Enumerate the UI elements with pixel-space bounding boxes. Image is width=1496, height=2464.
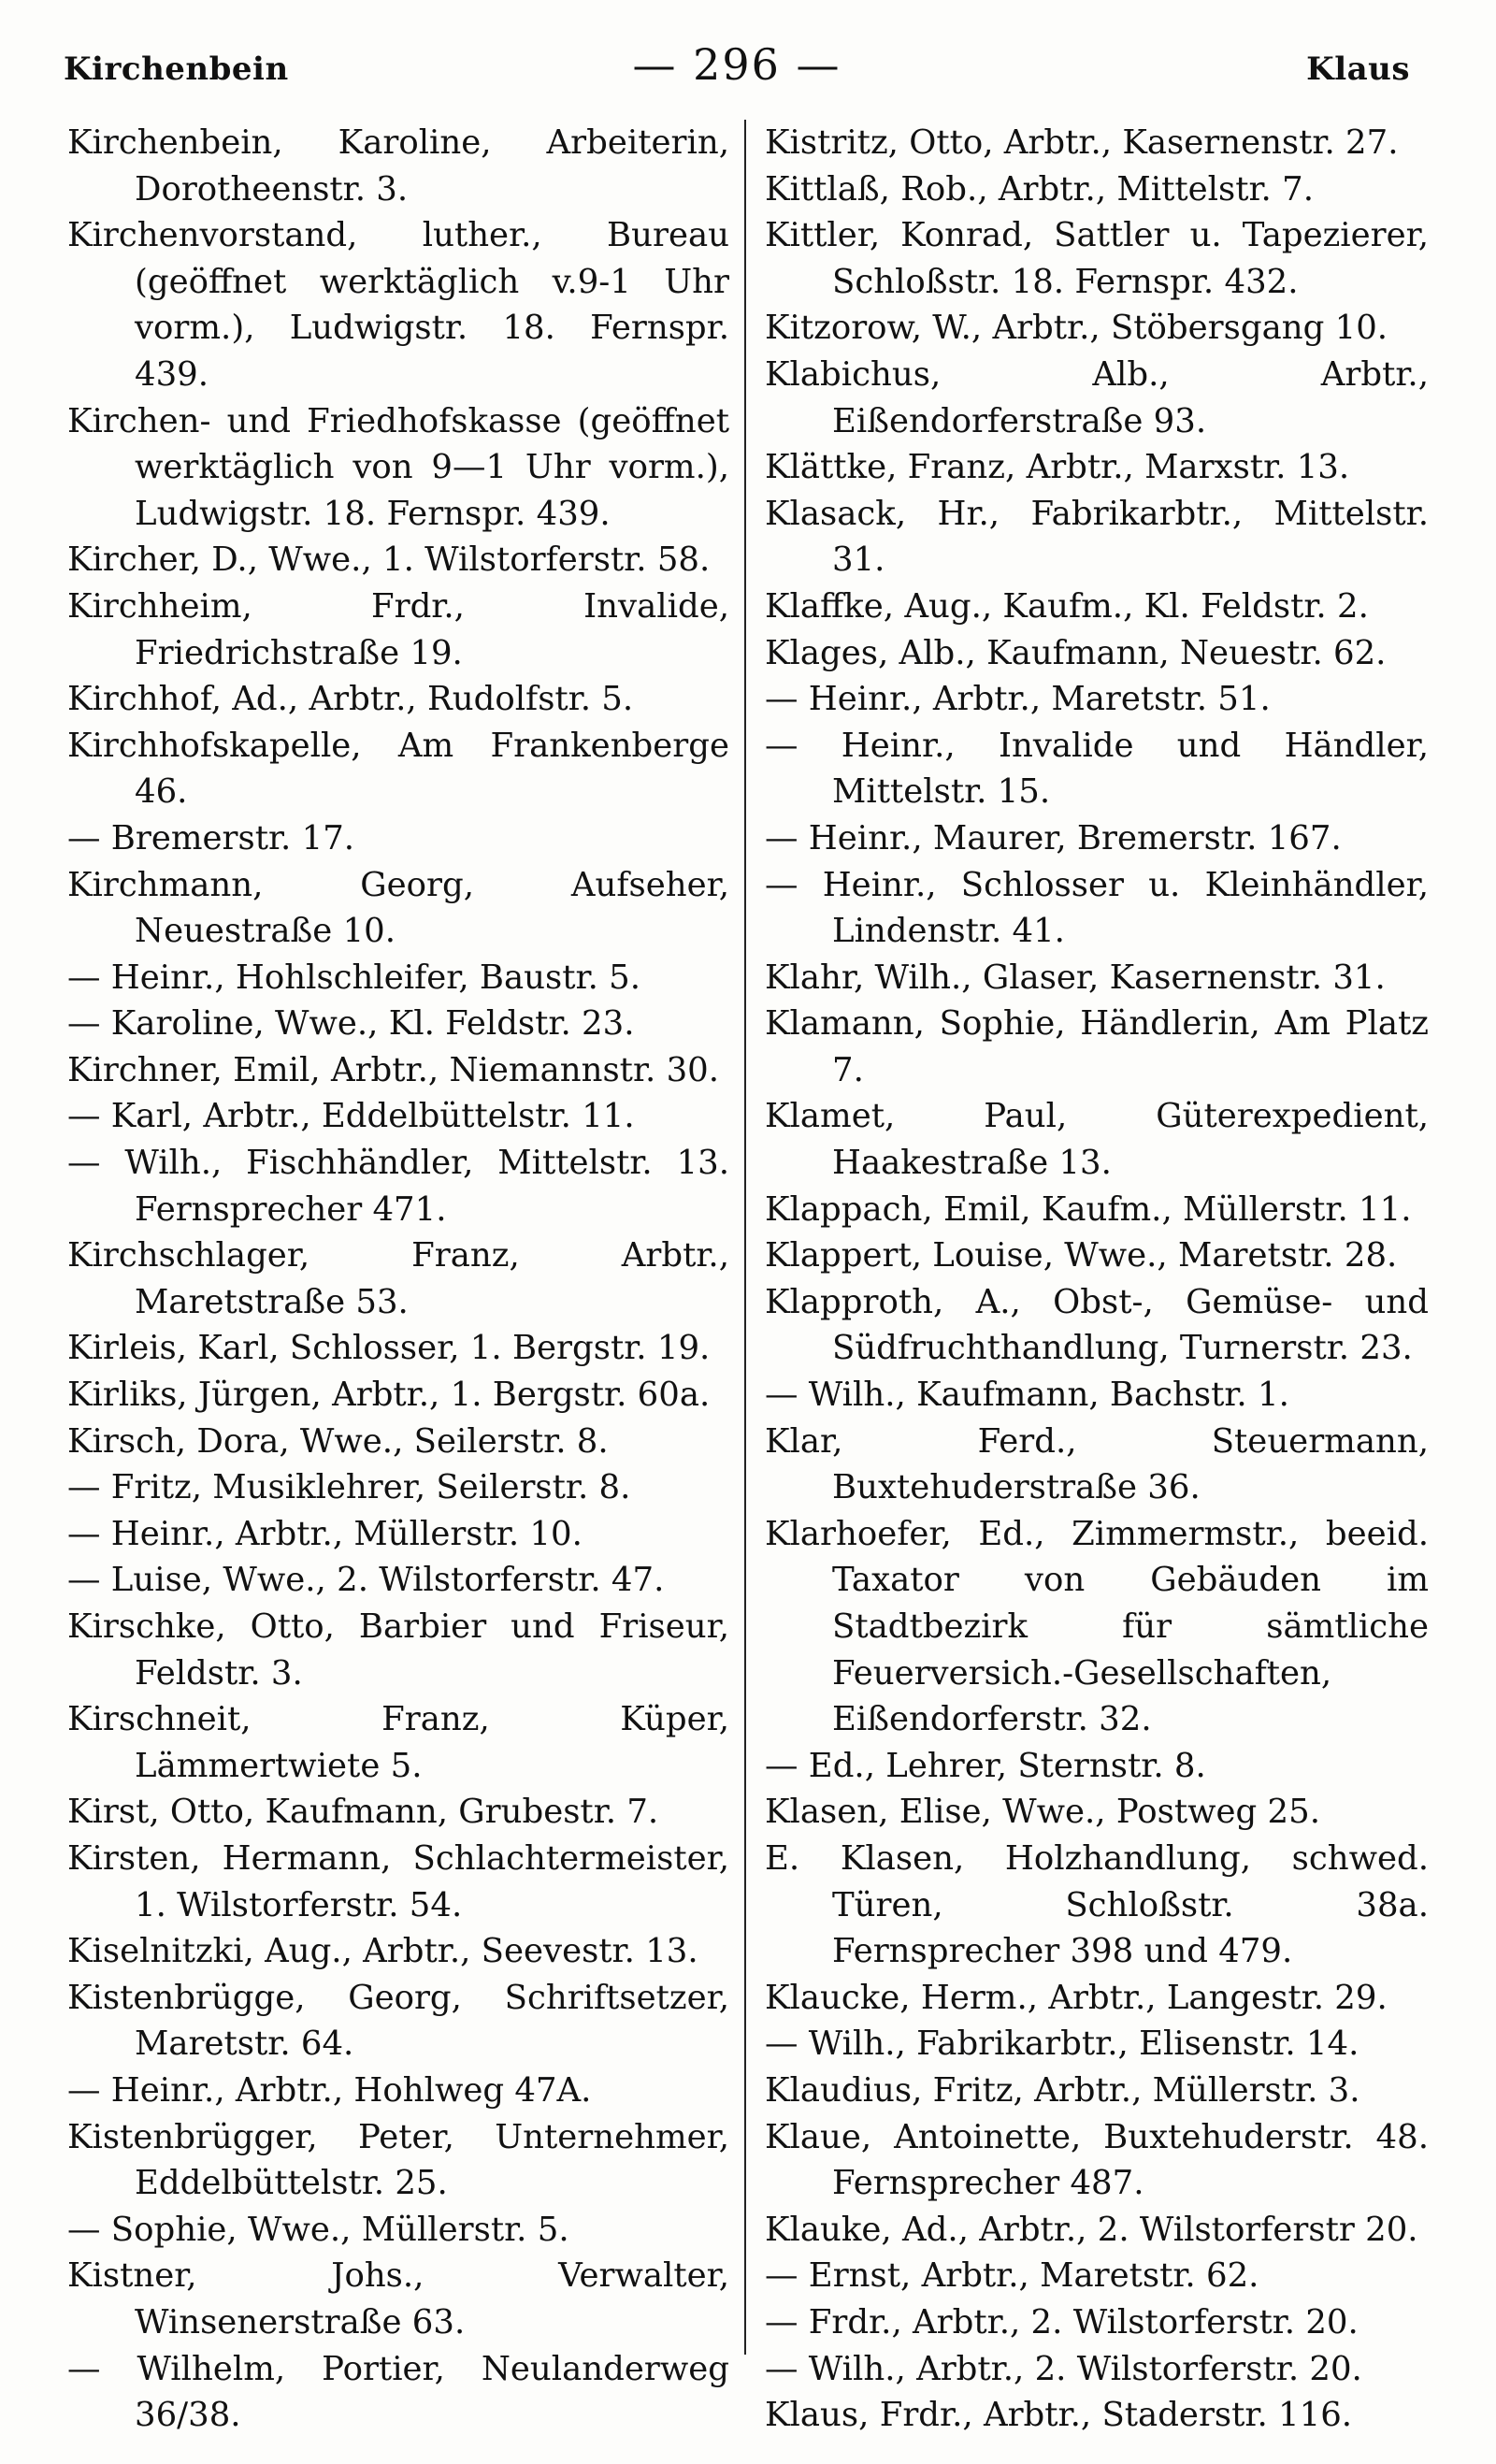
directory-entry: — Wilh., Arbtr., 2. Wilstorferstr. 20. <box>765 2349 1362 2388</box>
directory-entry: Klauke, Ad., Arbtr., 2. Wilstorferstr 20. <box>765 2210 1418 2249</box>
directory-entry: — Heinr., Invalide und Händler, Mittelstr. 15. <box>765 726 1429 812</box>
directory-entry: Klarhoefer, Ed., Zimmermstr., beeid. Taxator von Gebäuden im Stadtbezirk für sämtliche Feuerversich.-Gesellschaften, Eißendorferstr. 32. <box>765 1514 1429 1739</box>
directory-entry: Kirschneit, Franz, Küper, Lämmertwiete 5. <box>67 1700 729 1785</box>
directory-entry: Kirchheim, Frdr., Invalide, Friedrichstraße 19. <box>67 586 729 672</box>
header-first-entry: Kirchenbein <box>64 50 289 88</box>
directory-entry: Klabichus, Alb., Arbtr., Eißendorferstraße 93. <box>765 354 1429 440</box>
directory-entry: Kitzorow, W., Arbtr., Stöbersgang 10. <box>765 309 1388 348</box>
directory-entry: Kistner, Johs., Verwalter, Winsenerstraße 63. <box>67 2256 729 2342</box>
directory-entry: Klasen, Elise, Wwe., Postweg 25. <box>765 1793 1321 1832</box>
directory-entry: Klar, Ferd., Steuermann, Buxtehuderstraße 36. <box>765 1421 1429 1507</box>
directory-entry: — Luise, Wwe., 2. Wilstorferstr. 47. <box>67 1561 665 1600</box>
directory-entry: — Wilh., Fischhändler, Mittelstr. 13. Fernsprecher 471. <box>67 1144 729 1229</box>
directory-entry: Kirschke, Otto, Barbier und Friseur, Feldstr. 3. <box>67 1607 729 1693</box>
directory-entry: Kirst, Otto, Kaufmann, Grubestr. 7. <box>67 1793 659 1832</box>
directory-entry: — Sophie, Wwe., Müllerstr. 5. <box>67 2210 569 2249</box>
directory-entry: Klahr, Wilh., Glaser, Kasernenstr. 31. <box>765 958 1386 997</box>
directory-entry: Klaudius, Fritz, Arbtr., Müllerstr. 3. <box>765 2070 1360 2110</box>
column-divider <box>744 120 746 2355</box>
directory-entry: — Wilh., Kaufmann, Bachstr. 1. <box>765 1376 1289 1415</box>
directory-entry: Klaucke, Herm., Arbtr., Langestr. 29. <box>765 1978 1388 2017</box>
directory-entry: Kirchmann, Georg, Aufseher, Neuestraße 10. <box>67 865 729 951</box>
directory-entry: Kittler, Konrad, Sattler u. Tapezierer, Schloßstr. 18. Fernspr. 432. <box>765 216 1429 301</box>
directory-entry: Klappach, Emil, Kaufm., Müllerstr. 11. <box>765 1189 1412 1229</box>
directory-entry: E. Klasen, Holzhandlung, schwed. Türen, Schloßstr. 38a. Fernsprecher 398 und 479. <box>765 1838 1429 1971</box>
directory-entry: — Karl, Arbtr., Eddelbüttelstr. 11. <box>67 1097 635 1136</box>
directory-entry: Kirliks, Jürgen, Arbtr., 1. Bergstr. 60a. <box>67 1376 711 1415</box>
directory-entry: Kirchenvorstand, luther., Bureau (geöffnet werktäglich v.9-1 Uhr vorm.), Ludwigstr. 18. Fernspr. 439. <box>67 216 729 394</box>
directory-entry: Kirchen- und Friedhofskasse (geöffnet werktäglich von 9—1 Uhr vorm.), Ludwigstr. 18. Fernspr. 439. <box>67 401 729 533</box>
directory-entry: — Heinr., Arbtr., Maretstr. 51. <box>765 680 1271 719</box>
left-column <box>67 120 729 2439</box>
directory-entry: Klättke, Franz, Arbtr., Marxstr. 13. <box>765 448 1350 487</box>
directory-entry: Kirsten, Hermann, Schlachtermeister, 1. Wilstorferstr. 54. <box>67 1838 729 1924</box>
directory-entry: — Heinr., Arbtr., Hohlweg 47A. <box>67 2070 592 2110</box>
directory-entry: Klages, Alb., Kaufmann, Neuestr. 62. <box>765 633 1387 672</box>
directory-entry: — Karoline, Wwe., Kl. Feldstr. 23. <box>67 1004 635 1044</box>
directory-entry: Kirleis, Karl, Schlosser, 1. Bergstr. 19. <box>67 1329 711 1368</box>
directory-entry: Kirchschlager, Franz, Arbtr., Maretstraße 53. <box>67 1236 729 1321</box>
directory-entry: Klaffke, Aug., Kaufm., Kl. Feldstr. 2. <box>765 586 1369 626</box>
header-last-entry: Klaus <box>1306 50 1410 88</box>
directory-entry: Kirchenbein, Karoline, Arbeiterin, Dorotheenstr. 3. <box>67 123 729 209</box>
directory-entry: Kittlaß, Rob., Arbtr., Mittelstr. 7. <box>765 169 1314 209</box>
directory-entry: — Fritz, Musiklehrer, Seilerstr. 8. <box>67 1468 631 1507</box>
directory-entry: Klappert, Louise, Wwe., Maretstr. 28. <box>765 1236 1398 1275</box>
directory-entry: Kistritz, Otto, Arbtr., Kasernenstr. 27. <box>765 123 1399 162</box>
directory-entry: — Heinr., Maurer, Bremerstr. 167. <box>765 818 1342 857</box>
directory-entry: Klaus, Frdr., Arbtr., Staderstr. 116. <box>765 2396 1353 2435</box>
directory-entry: — Bremerstr. 17. <box>67 818 355 857</box>
running-head <box>64 39 1410 95</box>
directory-entry: Kircher, D., Wwe., 1. Wilstorferstr. 58. <box>67 540 711 580</box>
directory-entry: — Frdr., Arbtr., 2. Wilstorferstr. 20. <box>765 2302 1359 2342</box>
directory-entry: Kiselnitzki, Aug., Arbtr., Seevestr. 13. <box>67 1932 698 1971</box>
directory-entry: — Heinr., Schlosser u. Kleinhändler, Lindenstr. 41. <box>765 865 1429 951</box>
directory-entry: Klaue, Antoinette, Buxtehuderstr. 48. Fernsprecher 487. <box>765 2117 1429 2203</box>
directory-entry: — Ed., Lehrer, Sternstr. 8. <box>765 1746 1206 1785</box>
directory-entry: Klasack, Hr., Fabrikarbtr., Mittelstr. 31. <box>765 494 1429 580</box>
directory-entry: — Heinr., Arbtr., Müllerstr. 10. <box>67 1514 583 1553</box>
right-column <box>765 120 1429 2439</box>
directory-entry: — Heinr., Hohlschleifer, Baustr. 5. <box>67 958 641 997</box>
directory-entry: — Wilh., Fabrikarbtr., Elisenstr. 14. <box>765 2025 1359 2064</box>
directory-entry: Klapproth, A., Obst-, Gemüse- und Südfruchthandlung, Turnerstr. 23. <box>765 1282 1429 1368</box>
directory-entry: Kistenbrügge, Georg, Schriftsetzer, Maretstr. 64. <box>67 1978 729 2064</box>
directory-entry: Klamann, Sophie, Händlerin, Am Platz 7. <box>765 1004 1429 1089</box>
directory-entry: Klamet, Paul, Güterexpedient, Haakestraße 13. <box>765 1097 1429 1183</box>
directory-entry: Kirchhof, Ad., Arbtr., Rudolfstr. 5. <box>67 680 634 719</box>
directory-entry: Kirchhofskapelle, Am Frankenberge 46. <box>67 726 729 812</box>
directory-entry: Kirsch, Dora, Wwe., Seilerstr. 8. <box>67 1421 609 1461</box>
directory-entry: — Ernst, Arbtr., Maretstr. 62. <box>765 2256 1259 2296</box>
directory-entry: Kistenbrügger, Peter, Unternehmer, Eddelbüttelstr. 25. <box>67 2117 729 2203</box>
page-number: — 296 — <box>632 39 842 90</box>
directory-entry: Kirchner, Emil, Arbtr., Niemannstr. 30. <box>67 1050 720 1089</box>
directory-entry: — Wilhelm, Portier, Neulanderweg 36/38. <box>67 2349 729 2435</box>
